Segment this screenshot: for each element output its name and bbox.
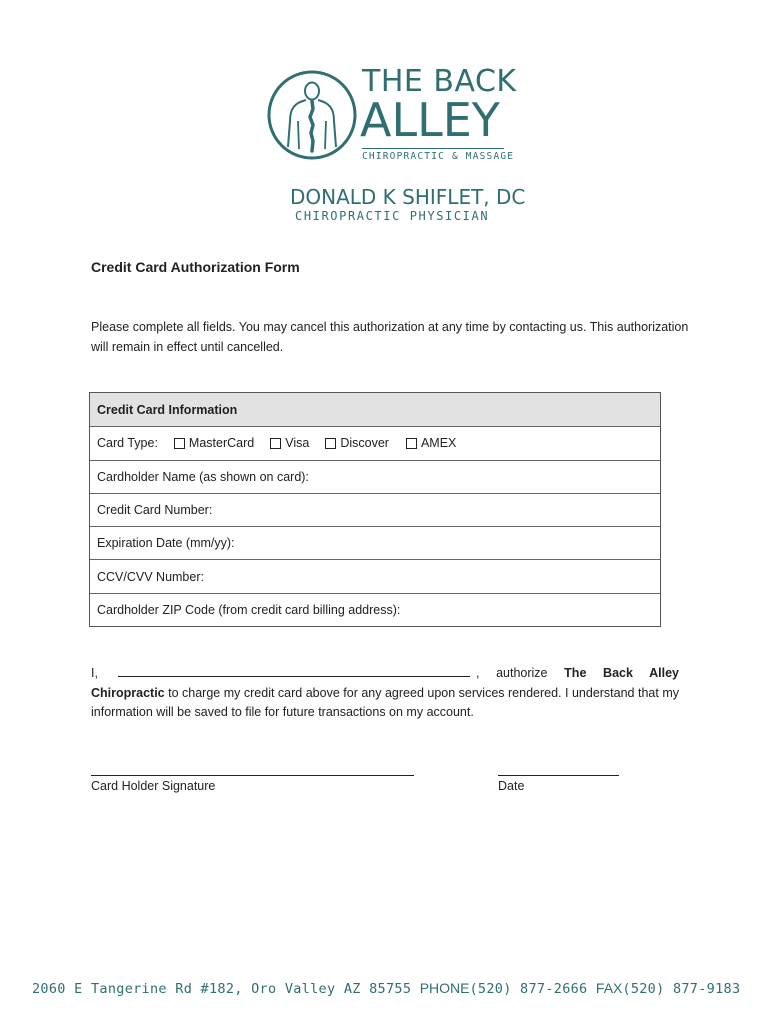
discover-label: Discover: [340, 436, 389, 451]
expiration-date-field[interactable]: Expiration Date (mm/yy):: [90, 526, 660, 559]
fax-label: FAX: [595, 980, 623, 996]
auth-prefix: I,: [91, 666, 98, 680]
cardholder-name-field[interactable]: Cardholder Name (as shown on card):: [90, 460, 660, 493]
signature-label: Card Holder Signature: [91, 779, 216, 793]
form-intro: Please complete all fields. You may cancel this authorization at any time by contacting us. This authorization will remain in effect until cancelled.: [91, 320, 689, 354]
doctor-title: CHIROPRACTIC PHYSICIAN: [295, 209, 490, 223]
credit-card-table: [89, 392, 661, 627]
discover-option[interactable]: [325, 436, 389, 450]
visa-option[interactable]: [270, 436, 309, 450]
logo-divider: [362, 148, 504, 149]
company-name: The Back Alley Chiropractic: [91, 666, 679, 700]
card-number-field[interactable]: Credit Card Number:: [90, 493, 660, 526]
date-line[interactable]: [498, 775, 619, 776]
card-type-label: Card Type:: [97, 436, 158, 451]
logo-text-line2: ALLEY: [360, 93, 500, 147]
fax-number: (520) 877-9183: [622, 981, 741, 997]
card-type-row: [90, 426, 660, 459]
mastercard-label: MasterCard: [188, 436, 255, 451]
doctor-name: DONALD K SHIFLET, DC: [290, 185, 526, 209]
name-blank-line[interactable]: [118, 664, 470, 677]
logo-emblem-icon: [266, 69, 358, 161]
amex-option[interactable]: [406, 436, 456, 450]
footer-address: 2060 E Tangerine Rd #182, Oro Valley AZ 85755: [32, 981, 412, 997]
zip-code-field[interactable]: Cardholder ZIP Code (from credit card billing address):: [90, 593, 660, 626]
footer-contact: [32, 980, 740, 997]
table-header: Credit Card Information: [90, 393, 660, 426]
checkbox-icon[interactable]: [325, 438, 336, 449]
logo-text-line1: THE BACK: [362, 64, 517, 99]
checkbox-icon[interactable]: [406, 438, 417, 449]
signature-line[interactable]: [91, 775, 414, 776]
logo-subtitle: CHIROPRACTIC & MASSAGE: [362, 151, 515, 162]
cvv-field[interactable]: CCV/CVV Number:: [90, 559, 660, 592]
checkbox-icon[interactable]: [174, 438, 185, 449]
form-title: Credit Card Authorization Form: [91, 259, 300, 275]
date-label: Date: [498, 779, 525, 793]
mastercard-option[interactable]: [174, 436, 254, 450]
authorization-statement: [91, 664, 679, 723]
auth-middle: , authorize: [475, 666, 548, 680]
checkbox-icon[interactable]: [270, 438, 281, 449]
phone-label: PHONE: [419, 980, 470, 996]
visa-label: Visa: [285, 436, 310, 451]
amex-label: AMEX: [420, 436, 457, 451]
auth-rest: to charge my credit card above for any agreed upon services rendered. I understand that my information will be saved to file for future transactions on my account.: [91, 685, 679, 719]
phone-number: (520) 877-2666: [469, 981, 588, 997]
